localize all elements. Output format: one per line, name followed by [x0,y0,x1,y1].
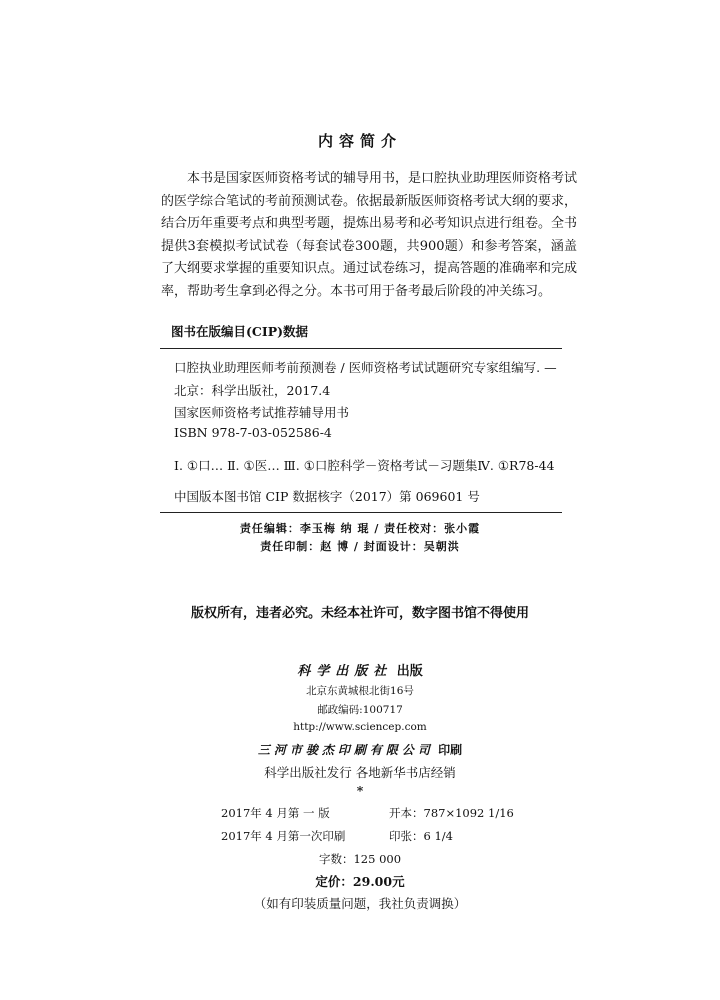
price: 定价：29.00元 [315,874,405,889]
cip-line-title: 口腔执业助理医师考前预测卷 / 医师资格考试试题研究专家组编写. — [174,360,557,375]
word-count: 字数：125 000 [318,852,402,866]
publisher-postcode: 邮政编码:100717 [317,704,403,716]
cip-top-rule [160,348,562,349]
printing-date: 2017年 4 月第一次印刷 [221,829,346,843]
cip-bottom-rule [160,512,562,513]
publisher-address: 北京东黄城根北街16号 [306,685,414,697]
cip-line-record: 中国版本图书馆 CIP 数据核字（2017）第 069601 号 [174,489,480,504]
quality-notice: （如有印装质量问题，我社负责调换） [253,896,467,911]
credits-production: 责任印制：赵 博 / 封面设计：吴朝洪 [260,540,460,553]
printer-role: 印刷 [438,743,463,757]
publisher-line [0,660,720,679]
copyright-notice: 版权所有，违者必究。未经本社许可，数字图书馆不得使用 [190,606,529,621]
format-size: 开本：787×1092 1/16 [389,806,514,820]
cip-line-classification: Ⅰ. ①口… Ⅱ. ①医… Ⅲ. ①口腔科学－资格考试－习题集Ⅳ. ①R78-44 [174,458,555,473]
cip-line-isbn: ISBN 978-7-03-052586-4 [174,425,332,440]
publisher-name: 科学出版社 [297,664,393,679]
publisher-url: http://www.sciencep.com [293,721,427,733]
publisher-role: 出版 [396,664,423,679]
printed-sheets: 印张：6 1/4 [389,829,453,843]
printer-line [0,741,720,758]
intro-paragraph: 本书是国家医师资格考试的辅导用书，是口腔执业助理医师资格考试的医学综合笔试的考前预测试卷。依据最新版医师资格考试大纲的要求，结合历年重要考点和典型考题，提炼出易考和必考知识点进行组卷。全书提供3套模拟考试试卷（每套试卷300题，共900题）和参考答案，涵盖了大纲要求掌握的重要知识点。通过试卷练习，提高答题的准确率和完成率，帮助考生拿到必得之分。本书可用于备考最后阶段的冲关练习。 [161,171,578,299]
page-title: 内容简介 [317,132,402,150]
cip-line-series: 国家医师资格考试推荐辅导用书 [174,405,350,420]
edition-date: 2017年 4 月第 一 版 [221,806,330,820]
printer-name: 三河市骏杰印刷有限公司 [257,743,434,757]
cip-heading: 图书在版编目(CIP)数据 [171,324,309,339]
separator-asterisk: * [356,783,364,798]
intro-text [161,168,577,303]
distribution-line: 科学出版社发行 各地新华书店经销 [264,765,456,780]
credits-editors: 责任编辑：李玉梅 纳 琨 / 责任校对：张小霞 [239,522,481,535]
cip-line-publisher: 北京：科学出版社，2017.4 [174,383,331,398]
